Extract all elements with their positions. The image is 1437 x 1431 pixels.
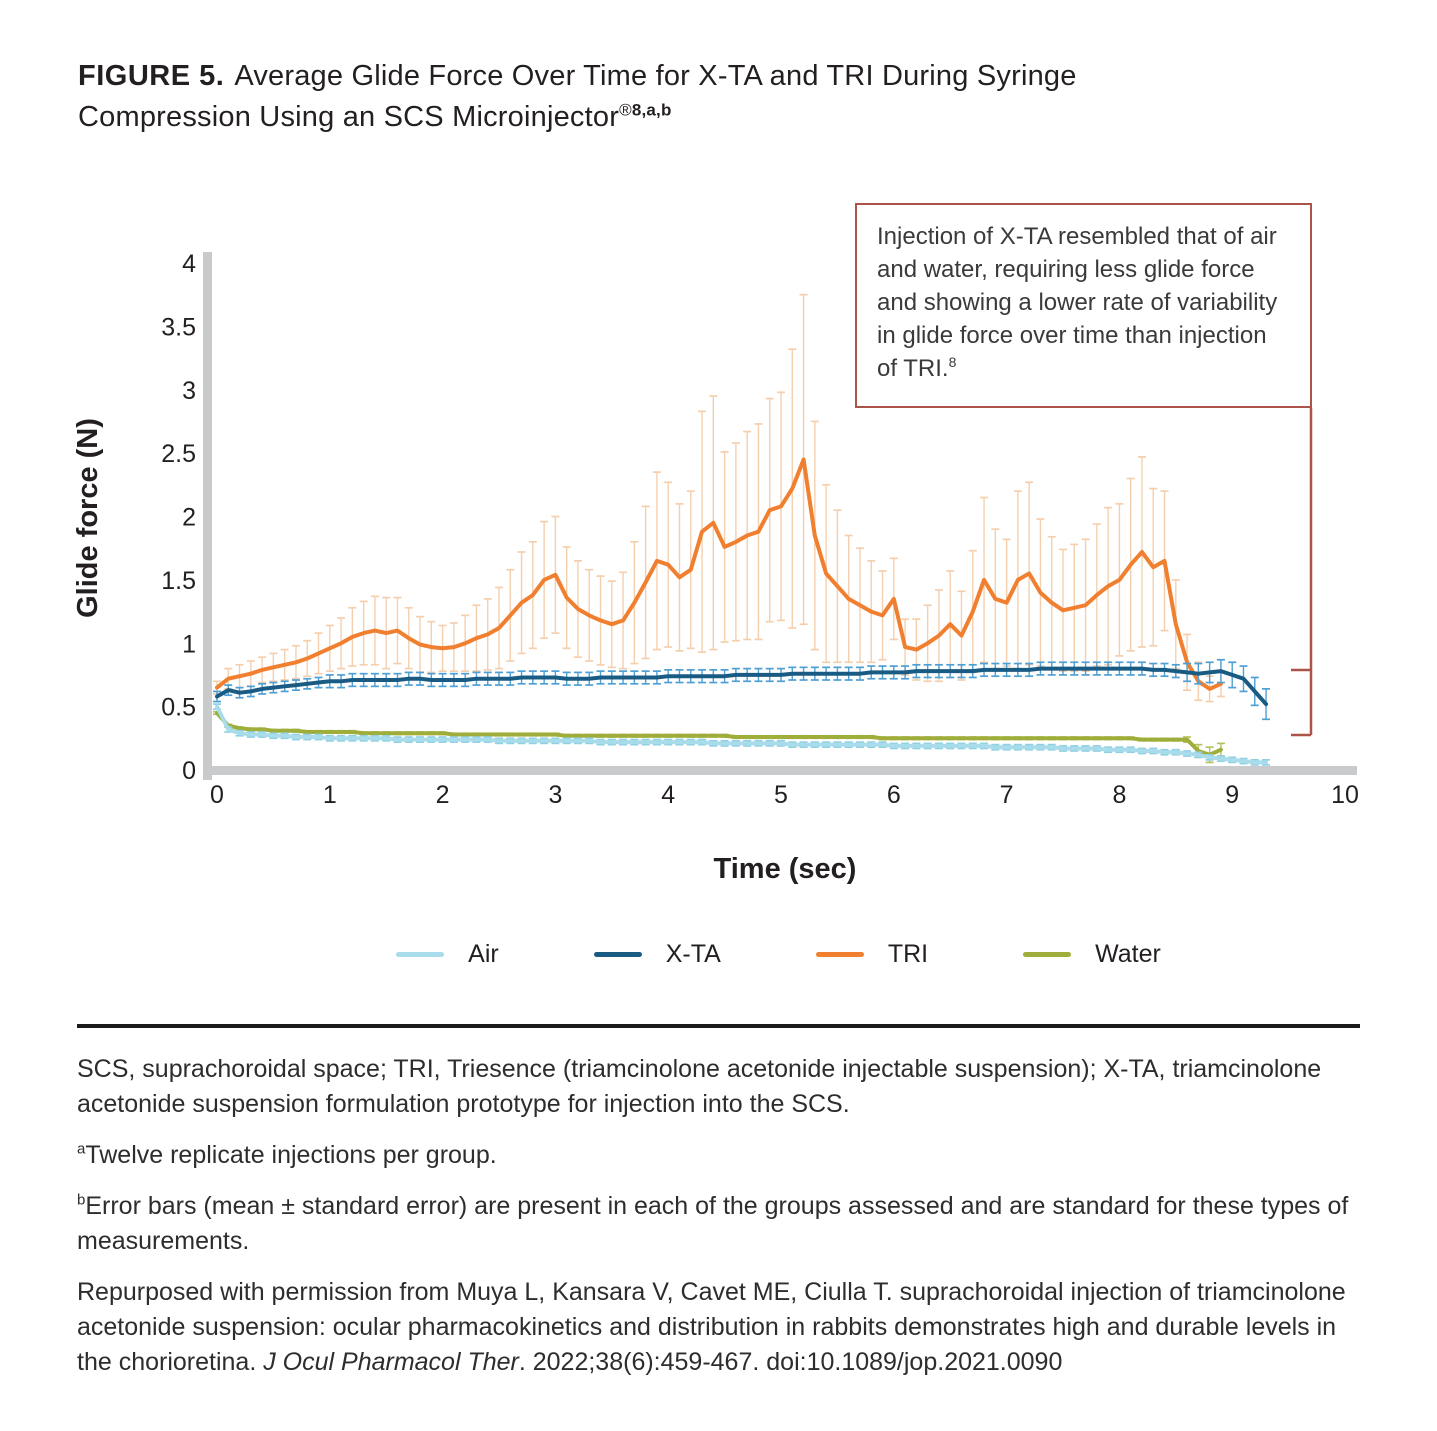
chart-legend: [0, 940, 1437, 969]
y-tick-label: 2: [182, 503, 196, 532]
citation-text-pre: Repurposed with permission from Muya L, Kansara V, Cavet ME, Ciulla T. suprachoroidal injection of triamcinolone acetonide suspension: ocular pharmacokinetics and distribution in rabbits demonstrates high and durable levels in the chorioretina.: [77, 1278, 1346, 1376]
citation-journal: J Ocul Pharmacol Ther: [263, 1348, 519, 1376]
legend-item-air: [396, 940, 499, 969]
citation-text-post: . 2022;38(6):459-467. doi:10.1089/jop.2021.0090: [518, 1348, 1063, 1376]
y-tick-label: 0: [182, 757, 196, 785]
figure-title-superscript: 8,a,b: [631, 100, 672, 120]
legend-label-tri: TRI: [887, 940, 929, 968]
figure-title: [78, 56, 1248, 138]
footnote-a-marker: a: [77, 1140, 86, 1158]
footer-divider: [77, 1024, 1360, 1028]
x-tick-label: 9: [1225, 781, 1240, 809]
legend-swatch-air: [396, 952, 444, 957]
x-tick-label: 0: [210, 781, 224, 809]
x-tick-label: 10: [1331, 781, 1359, 809]
legend-item-x-ta: [594, 940, 721, 969]
legend-item-water: [1023, 940, 1161, 969]
annotation-text: Injection of X-TA resembled that of air and water, requiring less glide force and showing a lower rate of variability in glide force over time than injection of TRI.: [877, 223, 1278, 382]
legend-swatch-x-ta: [594, 952, 642, 957]
footnote-abbreviations: [77, 1052, 1360, 1122]
registered-mark: ®: [619, 100, 632, 120]
legend-item-tri: [816, 940, 928, 969]
chart-area: [0, 188, 1437, 988]
legend-label-x-ta: X-TA: [665, 940, 721, 968]
figure-title-text: Average Glide Force Over Time for X-TA and TRI During Syringe Compression Using an SCS Microinjector: [78, 60, 1077, 133]
x-tick-label: 5: [774, 781, 788, 809]
footnote-a-text: Twelve replicate injections per group.: [85, 1141, 497, 1169]
footnote-citation: [77, 1275, 1360, 1380]
y-tick-label: 1.5: [161, 566, 196, 595]
footnote-b: [77, 1189, 1360, 1259]
annotation-box: [855, 203, 1312, 408]
legend-label-air: Air: [468, 940, 499, 968]
annotation-bracket: [1291, 408, 1311, 735]
footnote-a: [77, 1138, 1360, 1173]
series-x-ta: [213, 660, 1270, 720]
footnote-b-text: Error bars (mean ± standard error) are present in each of the groups assessed and are standard for these types of measurements.: [77, 1192, 1349, 1255]
x-axis-bar: [203, 766, 1357, 775]
footnote-b-marker: b: [77, 1191, 86, 1209]
figure-label: FIGURE 5.: [78, 60, 225, 92]
x-tick-label: 8: [1112, 781, 1127, 809]
y-tick-label: 1: [182, 630, 196, 659]
legend-swatch-water: [1023, 952, 1071, 957]
abbreviations-text: SCS, suprachoroidal space; TRI, Triesence (triamcinolone acetonide injectable suspension); X-TA, triamcinolone acetonide suspension formulation prototype for injection into the SCS.: [77, 1055, 1322, 1118]
annotation-superscript: 8: [948, 354, 957, 370]
x-tick-label: 6: [886, 781, 901, 809]
x-tick-label: 2: [435, 781, 450, 809]
x-tick-label: 4: [661, 781, 676, 809]
x-axis-title: Time (sec): [713, 853, 857, 885]
legend-swatch-tri: [816, 952, 864, 957]
y-tick-label: 3.5: [161, 313, 196, 342]
x-tick-label: 3: [548, 781, 563, 809]
y-tick-label: 2.5: [161, 440, 196, 469]
figure-footer: [0, 988, 1437, 1380]
legend-label-water: Water: [1095, 940, 1161, 968]
y-tick-label: 0.5: [161, 693, 196, 722]
y-tick-label: 4: [182, 250, 196, 278]
figure-header: [0, 0, 1437, 138]
y-axis-title: Glide force (N): [72, 418, 104, 618]
y-axis-bar: [203, 252, 212, 780]
y-tick-label: 3: [182, 376, 196, 405]
x-tick-label: 7: [999, 781, 1014, 809]
x-tick-label: 1: [322, 781, 337, 809]
